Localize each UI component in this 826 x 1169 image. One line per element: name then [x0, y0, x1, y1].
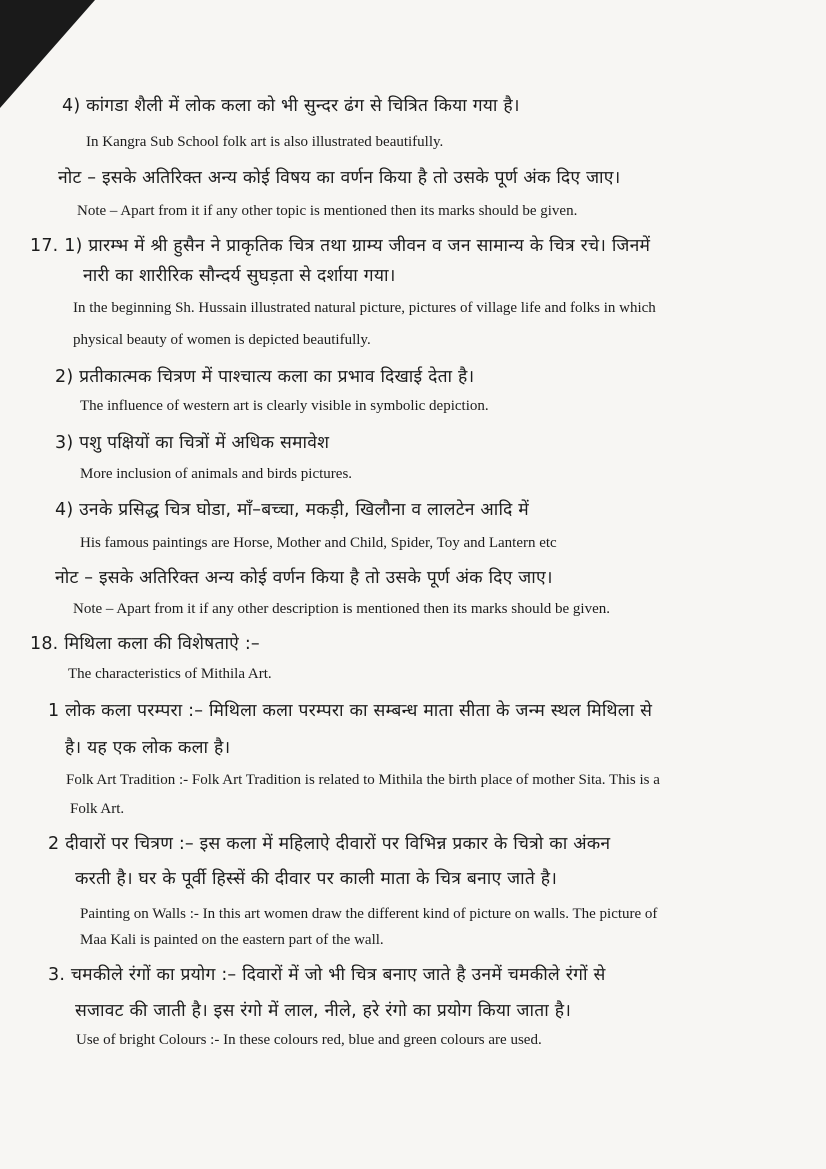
q18-point-1-english: Folk Art Tradition :- Folk Art Tradition is related to Mithila the birth place of mother Sita. This is a	[66, 772, 660, 788]
q17-point-2-hindi: 2) प्रतीकात्मक चित्रण में पाश्चात्य कला का प्रभाव दिखाई देता है।	[55, 367, 475, 387]
q17-point-3-english: More inclusion of animals and birds pictures.	[80, 466, 353, 482]
q18-heading-english: The characteristics of Mithila Art.	[68, 666, 272, 682]
q17-point-4-english: His famous paintings are Horse, Mother and Child, Spider, Toy and Lantern etc	[80, 535, 557, 551]
q17-point-4-hindi: 4) उनके प्रसिद्ध चित्र घोडा, माँ–बच्चा, मकड़ी, खिलौना व लालटेन आदि में	[55, 500, 529, 520]
q18-point-1-hindi: 1 लोक कला परम्परा :– मिथिला कला परम्परा का सम्बन्ध माता सीता के जन्म स्थल मिथिला से	[48, 701, 653, 721]
page-corner-shadow	[0, 0, 95, 108]
q18-point-2-hindi: 2 दीवारों पर चित्रण :– इस कला में महिलाऐ दीवारों पर विभिन्न प्रकार के चित्रो का अंकन	[48, 834, 611, 854]
q17-point-1-english: In the beginning Sh. Hussain illustrated natural picture, pictures of village life and folks in which	[73, 300, 656, 316]
q18-point-2-hindi-cont: करती है। घर के पूर्वी हिस्सें की दीवार पर काली माता के चित्र बनाए जाते है।	[75, 869, 558, 889]
q17-point-1-english-cont: physical beauty of women is depicted beautifully.	[73, 332, 371, 348]
q17-point-1-hindi: 17. 1) प्रारम्भ में श्री हुसैन ने प्राकृतिक चित्र तथा ग्राम्य जीवन व जन सामान्य के चित्र रचे। जिनमें	[30, 236, 651, 256]
q18-point-1-hindi-cont: है। यह एक लोक कला है।	[65, 738, 231, 758]
note-2-hindi: नोट – इसके अतिरिक्त अन्य कोई वर्णन किया है तो उसके पूर्ण अंक दिए जाए।	[55, 568, 553, 588]
q18-point-3-english: Use of bright Colours :- In these colours red, blue and green colours are used.	[76, 1032, 542, 1048]
q17-point-1-hindi-cont: नारी का शारीरिक सौन्दर्य सुघड़ता से दर्शाया गया।	[83, 266, 396, 286]
q18-point-2-english: Painting on Walls :- In this art women draw the different kind of picture on walls. The picture of	[80, 906, 658, 922]
q17-point-3-hindi: 3) पशु पक्षियों का चित्रों में अधिक समावेश	[55, 433, 330, 453]
note-english: Note – Apart from it if any other topic is mentioned then its marks should be given.	[77, 203, 578, 219]
q17-point-2-english: The influence of western art is clearly visible in symbolic depiction.	[80, 398, 489, 414]
q18-point-3-hindi: 3. चमकीले रंगों का प्रयोग :– दिवारों में जो भी चित्र बनाए जाते है उनमें चमकीले रंगों से	[48, 965, 606, 985]
q18-point-3-hindi-cont: सजावट की जाती है। इस रंगो में लाल, नीले, हरे रंगो का प्रयोग किया जाता है।	[75, 1001, 572, 1021]
q18-point-1-english-cont: Folk Art.	[70, 801, 125, 817]
item-4-english: In Kangra Sub School folk art is also illustrated beautifully.	[86, 134, 444, 150]
note-hindi: नोट – इसके अतिरिक्त अन्य कोई विषय का वर्णन किया है तो उसके पूर्ण अंक दिए जाए।	[58, 168, 621, 188]
q18-heading-hindi: 18. मिथिला कला की विशेषताऐ :–	[30, 634, 260, 654]
q18-point-2-english-cont: Maa Kali is painted on the eastern part of the wall.	[80, 932, 384, 948]
item-4-hindi: 4) कांगडा शैली में लोक कला को भी सुन्दर ढंग से चित्रित किया गया है।	[62, 96, 520, 116]
note-2-english: Note – Apart from it if any other description is mentioned then its marks should be given.	[73, 601, 610, 617]
